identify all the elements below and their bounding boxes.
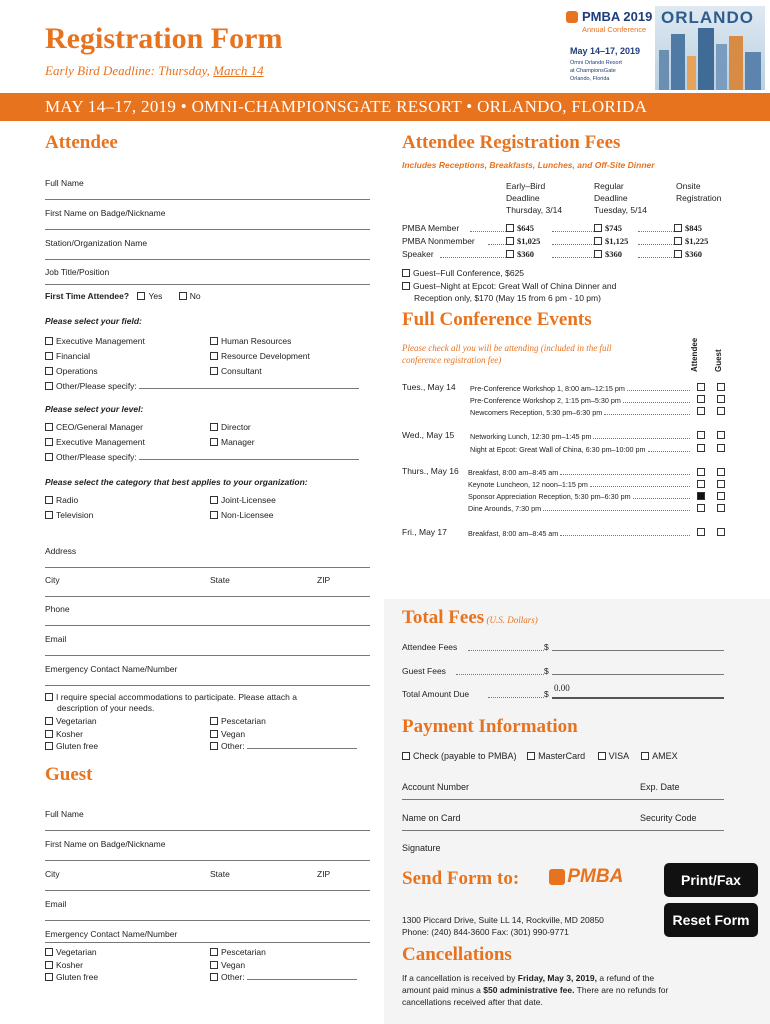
event-attendee-checkbox[interactable] [697,528,705,536]
rss-icon [549,869,565,885]
cat-non-checkbox[interactable]: Non-Licensee [210,508,276,523]
cat-radio-checkbox[interactable]: Radio [45,493,93,508]
guest-email-field[interactable]: Email [45,899,370,921]
exp-date-field[interactable]: Exp. Date [640,782,680,792]
guest-full-name-field[interactable]: Full Name [45,809,370,831]
level-options-left [45,420,359,465]
event-item: Breakfast, 8:00 am–8:45 am [468,468,692,477]
fees-subheading: Includes Receptions, Breakfasts, Lunches, and Off-Site Dinner [402,160,655,170]
level-other-checkbox[interactable]: Other/Please specify: [45,450,359,465]
event-item: Pre-Conference Workshop 1, 8:00 am–12:15 pm [470,384,692,393]
total-due-input[interactable] [552,697,724,699]
guest-emergency-field[interactable]: Emergency Contact Name/Number [45,929,370,943]
guest-city-field[interactable]: City State ZIP [45,869,370,891]
guest-heading: Guest [45,764,93,785]
guest-diet-kosher-checkbox[interactable]: Kosher [45,959,98,972]
guest-badge-field[interactable]: First Name on Badge/Nickname [45,839,370,861]
guest-diet-vegetarian-checkbox[interactable]: Vegetarian [45,946,98,959]
guest-fees-row: Guest Fees $ [402,666,724,679]
organization-field[interactable]: Station/Organization Name [45,238,370,260]
guest-diet-other-checkbox[interactable]: Other: [210,971,357,984]
fee-speaker-early[interactable]: $360 [506,248,534,261]
total-due-row: Total Amount Due $ 0.00 [402,689,724,702]
payment-methods [402,751,678,761]
events-note: Please check all you will be attending (included in the full conference registration fee) [402,343,612,365]
first-time-yes-checkbox[interactable] [137,292,145,300]
fee-nonmember-regular[interactable]: $1,125 [594,235,628,248]
event-attendee-checkbox[interactable] [697,468,705,476]
event-guest-checkbox[interactable] [717,407,725,415]
event-guest-checkbox[interactable] [717,492,725,500]
event-guest-checkbox[interactable] [717,480,725,488]
event-attendee-checkbox[interactable] [697,492,705,500]
level-exec-checkbox[interactable]: Executive Management [45,435,359,450]
event-item: Dine Arounds, 7:30 pm [468,504,692,513]
level-ceo-checkbox[interactable]: CEO/General Manager [45,420,359,435]
fee-row-member: PMBA Member $645 $745 $845 [402,223,702,233]
diet-kosher-checkbox[interactable]: Kosher [45,728,98,741]
accommodations-checkbox[interactable]: I require special accommodations to participate. Please attach a description of your needs. [45,692,297,714]
signature-field[interactable]: Signature [402,843,441,853]
diet-options-left [45,715,98,753]
level-manager-checkbox[interactable]: Manager [210,435,255,450]
fee-row-nonmember: PMBA Nonmember $1,025 $1,125 $1,225 [402,236,709,246]
fee-member-regular[interactable]: $745 [594,222,622,235]
total-due-value: 0.00 [554,683,570,693]
full-name-field[interactable]: Full Name [45,178,370,200]
pay-mastercard-checkbox[interactable]: MasterCard [527,751,585,761]
guest-diet-right [210,946,357,984]
event-attendee-checkbox[interactable] [697,480,705,488]
event-guest-checkbox[interactable] [717,468,725,476]
fees-heading: Attendee Registration Fees [402,132,621,153]
field-consultant-checkbox[interactable]: Consultant [210,364,310,379]
field-operations-checkbox[interactable]: Operations [45,364,359,379]
day-thu: Thurs., May 16 [402,466,459,476]
level-director-checkbox[interactable]: Director [210,420,255,435]
event-guest-checkbox[interactable] [717,383,725,391]
day-tue: Tues., May 14 [402,382,456,392]
payment-heading: Payment Information [402,716,578,737]
fee-col-regular: Regular Deadline Tuesday, 5/14 [594,181,647,215]
cancellation-text: If a cancellation is received by Friday, May 3, 2019, a refund of the amount paid minus a $50 administrative fee. There are no refunds for cancellations received after that date. [402,973,669,1007]
total-fees-heading: Total Fees (U.S. Dollars) [402,607,538,628]
col-attendee-label: Attendee [690,337,699,372]
field-options-left [45,334,359,394]
guest-options: Guest–Full Conference, $625 Guest–Night at Epcot: Great Wall of China Dinner and Reception only, $170 (May 15 from 6 pm - 10 pm) [402,267,616,305]
fee-nonmember-onsite[interactable]: $1,225 [674,235,708,248]
category-options-left [45,493,93,523]
guest-diet-left [45,946,98,984]
event-banner: MAY 14–17, 2019 • OMNI-CHAMPIONSGATE RESORT • ORLANDO, FLORIDA [0,93,770,121]
event-guest-checkbox[interactable] [717,504,725,512]
field-exec-checkbox[interactable]: Executive Management [45,334,359,349]
field-hr-checkbox[interactable]: Human Resources [210,334,310,349]
col-guest-label: Guest [714,349,723,372]
fee-col-onsite: Onsite Registration [676,181,722,203]
guest-fees-input[interactable] [552,674,724,675]
event-attendee-checkbox[interactable] [697,407,705,415]
event-item: Pre-Conference Workshop 2, 1:15 pm–5:30 pm [470,396,692,405]
field-other-checkbox[interactable]: Other/Please specify: [45,379,359,394]
event-item: Sponsor Appreciation Reception, 5:30 pm–6:30 pm [468,492,692,501]
event-guest-checkbox[interactable] [717,444,725,452]
event-attendee-checkbox[interactable] [697,395,705,403]
attendee-heading: Attendee [45,132,118,153]
event-item: Breakfast, 8:00 am–8:45 am [468,529,692,538]
pay-amex-checkbox[interactable]: AMEX [641,751,678,761]
diet-pescetarian-checkbox[interactable]: Pescetarian [210,715,357,728]
reset-form-button[interactable]: Reset Form [664,903,758,937]
event-guest-checkbox[interactable] [717,395,725,403]
account-number-field[interactable]: Account Number Exp. Date [402,782,724,800]
badge-name-field[interactable]: First Name on Badge/Nickname [45,208,370,230]
pay-visa-checkbox[interactable]: VISA [598,751,629,761]
field-financial-checkbox[interactable]: Financial [45,349,359,364]
send-address: 1300 Piccard Drive, Suite LL 14, Rockville, MD 20850 Phone: (240) 844-3600 Fax: (301) 990-9771 [402,915,604,937]
fee-row-speaker: Speaker $360 $360 $360 [402,249,702,259]
attendee-fees-input[interactable] [552,650,724,651]
category-prompt: Please select the category that best applies to your organization: [45,477,308,487]
event-guest-checkbox[interactable] [717,431,725,439]
fee-nonmember-early[interactable]: $1,025 [506,235,540,248]
field-prompt: Please select your field: [45,316,142,326]
diet-gluten-checkbox[interactable]: Gluten free [45,740,98,753]
event-attendee-checkbox[interactable] [697,504,705,512]
day-fri: Fri., May 17 [402,527,447,537]
fee-col-early: Early–Bird Deadline Thursday, 3/14 [506,181,563,215]
fee-member-early[interactable]: $645 [506,222,534,235]
name-on-card-field[interactable]: Name on Card Security Code [402,813,724,831]
guest-full-conference-checkbox[interactable]: Guest–Full Conference, $625 [402,267,616,280]
field-resource-checkbox[interactable]: Resource Development [210,349,310,364]
job-title-field[interactable]: Job Title/Position [45,267,370,285]
email-field[interactable]: Email [45,634,370,656]
city-field[interactable]: City State ZIP [45,575,370,597]
fee-table [402,222,727,261]
event-attendee-checkbox[interactable] [697,431,705,439]
emergency-field[interactable]: Emergency Contact Name/Number [45,664,370,686]
guest-diet-pescetarian-checkbox[interactable]: Pescetarian [210,946,357,959]
print-fax-button[interactable]: Print/Fax [664,863,758,897]
field-options-right [210,334,310,379]
level-options-right [210,420,255,450]
fee-speaker-regular[interactable]: $360 [594,248,622,261]
cat-tv-checkbox[interactable]: Television [45,508,93,523]
events-heading: Full Conference Events [402,309,592,330]
page-title: Registration Form [45,22,283,55]
event-guest-checkbox[interactable] [717,528,725,536]
diet-other-checkbox[interactable]: Other: [210,740,357,753]
fee-member-onsite[interactable]: $845 [674,222,702,235]
phone-field[interactable]: Phone [45,604,370,626]
first-time-row: First Time Attendee? Yes No [45,291,201,301]
level-prompt: Please select your level: [45,404,144,414]
address-field[interactable]: Address [45,546,370,568]
pay-check-checkbox[interactable]: Check (payable to PMBA) [402,751,517,761]
city-skyline-image: ORLANDO [655,6,765,90]
event-item: Night at Epcot: Great Wall of China, 6:30 pm–10:00 pm [470,445,692,454]
security-code-field[interactable]: Security Code [640,813,697,823]
first-time-no-checkbox[interactable] [179,292,187,300]
fee-speaker-onsite[interactable]: $360 [674,248,702,261]
rss-icon [566,11,578,23]
diet-options-right [210,715,357,753]
diet-vegetarian-checkbox[interactable]: Vegetarian [45,715,98,728]
pmba-logo: PMBA [549,866,623,888]
category-options-right [210,493,276,523]
event-attendee-checkbox[interactable] [697,383,705,391]
event-item: Newcomers Reception, 5:30 pm–6:30 pm [470,408,692,417]
diet-vegan-checkbox[interactable]: Vegan [210,728,357,741]
event-item: Networking Lunch, 12:30 pm–1:45 pm [470,432,692,441]
attendee-fees-row: Attendee Fees $ [402,642,724,655]
cat-joint-checkbox[interactable]: Joint-Licensee [210,493,276,508]
guest-diet-gluten-checkbox[interactable]: Gluten free [45,971,98,984]
cancellations-heading: Cancellations [402,944,512,965]
event-attendee-checkbox[interactable] [697,444,705,452]
send-heading: Send Form to: [402,868,520,889]
event-item: Keynote Luncheon, 12 noon–1:15 pm [468,480,692,489]
day-wed: Wed., May 15 [402,430,455,440]
deadline: Early Bird Deadline: Thursday, March 14 [45,63,264,78]
conference-logo: PMBA 2019 Annual Conference May 14–17, 2019 Omni Orlando Resort at ChampionsGate Orlando, Florida [564,8,664,88]
guest-epcot-checkbox[interactable]: Guest–Night at Epcot: Great Wall of China Dinner and [402,280,616,293]
guest-diet-vegan-checkbox[interactable]: Vegan [210,959,357,972]
